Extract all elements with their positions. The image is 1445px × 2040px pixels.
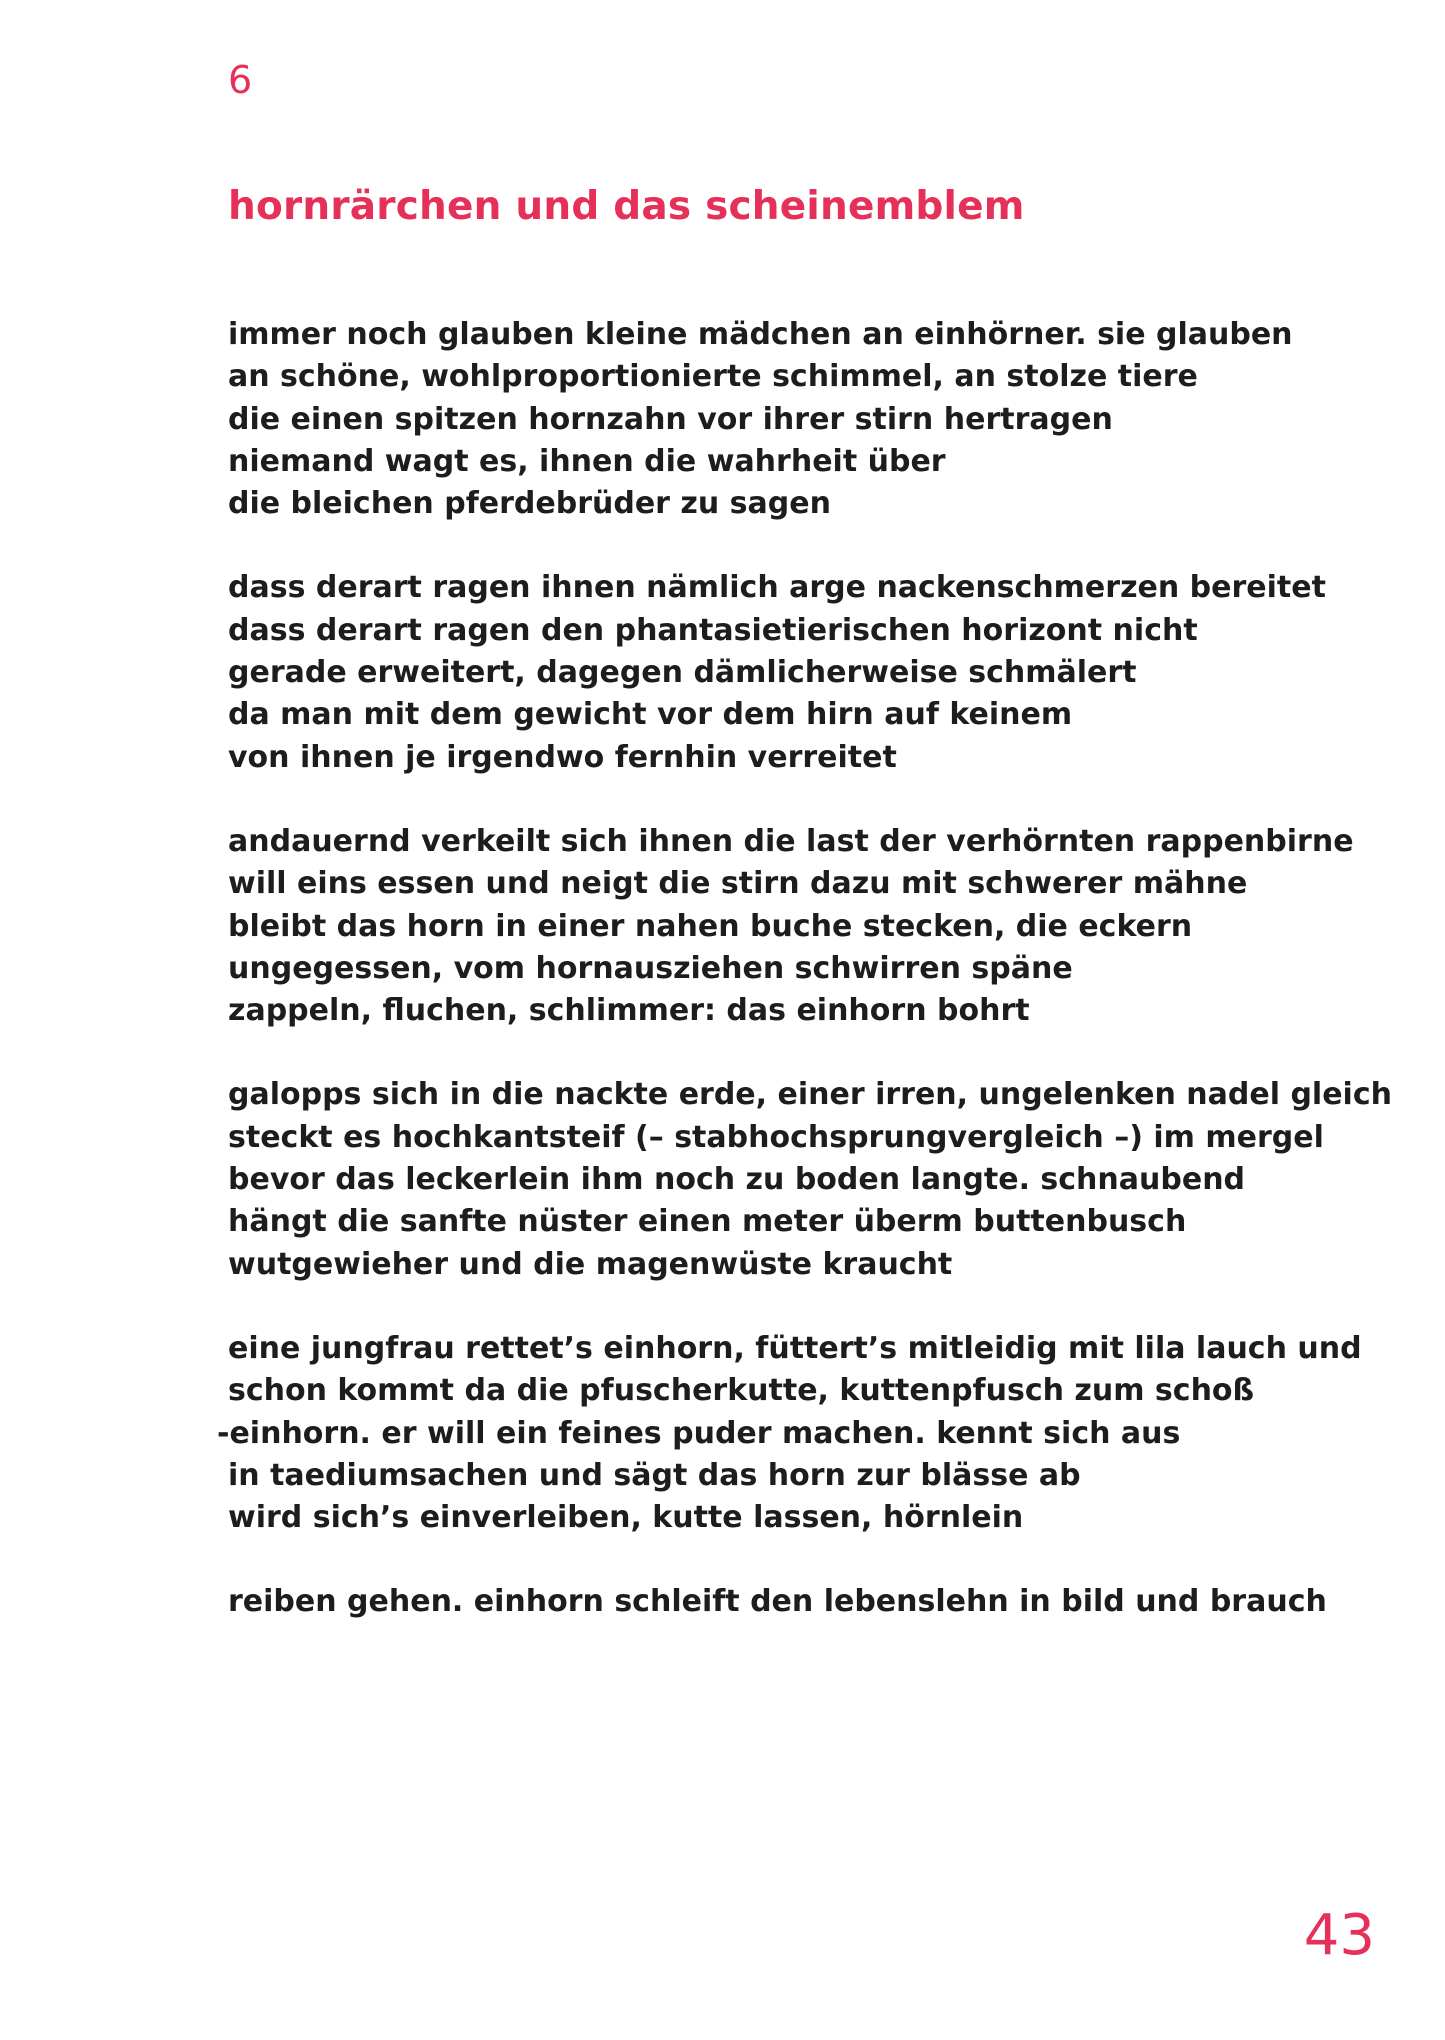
poem-line: an schöne, wohlproportionierte schimmel, an stolze tiere (228, 359, 1198, 395)
poem-line: andauernd verkeilt sich ihnen die last der verhörnten rappenbirne (228, 823, 1354, 859)
poem-line: galopps sich in die nackte erde, einer irren, ungelenken nadel gleich (228, 1077, 1392, 1113)
poem-line: eine jungfrau rettet’s einhorn, füttert’s mitleidig mit lila lauch und (228, 1330, 1362, 1366)
poem-line: hängt die sanfte nüster einen meter überm buttenbusch (228, 1204, 1187, 1240)
stanza-1 (228, 314, 1293, 525)
poem-line: in taediumsachen und sägt das horn zur blässe ab (228, 1457, 1081, 1493)
stanza-3 (228, 821, 1354, 1032)
poem-line: bevor das leckerlein ihm noch zu boden langte. schnaubend (228, 1162, 1246, 1198)
poem-line: immer noch glauben kleine mädchen an einhörner. sie glauben (228, 317, 1293, 352)
stanza-4 (228, 1074, 1392, 1285)
section-number: 6 (228, 58, 253, 102)
poem-line: wutgewieher und die magenwüste kraucht (228, 1246, 953, 1282)
poem-line: von ihnen je irgendwo fernhin verreitet (228, 739, 897, 775)
poem-line: dass derart ragen den phantasietierischen horizont nicht (228, 612, 1198, 648)
poem-line: die einen spitzen hornzahn vor ihrer stirn hertragen (228, 401, 1113, 437)
poem-line: niemand wagt es, ihnen die wahrheit über (228, 443, 946, 479)
poem-body (217, 314, 1392, 1666)
poem-line: wird sich’s einverleiben, kutte lassen, hörnlein (228, 1500, 1024, 1536)
stanza-6 (228, 1581, 1327, 1623)
poem-line: da man mit dem gewicht vor dem hirn auf keinem (228, 697, 1073, 733)
poem-line: gerade erweitert, dagegen dämlicherweise schmälert (228, 655, 1137, 691)
poem-line: will eins essen und neigt die stirn dazu mit schwerer mähne (228, 866, 1248, 902)
poem-line: steckt es hochkantsteif (– stabhochsprungvergleich –) im mergel (228, 1119, 1324, 1155)
poem-title: hornrärchen und das scheinemblem (228, 184, 1025, 229)
stanza-2 (228, 567, 1326, 778)
poem-line: zappeln, fluchen, schlimmer: das einhorn bohrt (228, 993, 1030, 1029)
poem-line: bleibt das horn in einer nahen buche stecken, die eckern (228, 908, 1193, 944)
poem-line: reiben gehen. einhorn schleift den lebenslehn in bild und brauch (228, 1584, 1327, 1620)
poem-line: die bleichen pferdebrüder zu sagen (228, 486, 831, 522)
poem-line: dass derart ragen ihnen nämlich arge nackenschmerzen bereitet (228, 570, 1326, 606)
page-number: 43 (1303, 1903, 1375, 1968)
poem-line: schon kommt da die pfuscherkutte, kuttenpfusch zum schoß (228, 1373, 1255, 1409)
stanza-5 (217, 1328, 1362, 1539)
poem-line: -einhorn. er will ein feines puder machen. kennt sich aus (217, 1415, 1181, 1451)
poem-line: ungegessen, vom hornausziehen schwirren späne (228, 950, 1073, 986)
